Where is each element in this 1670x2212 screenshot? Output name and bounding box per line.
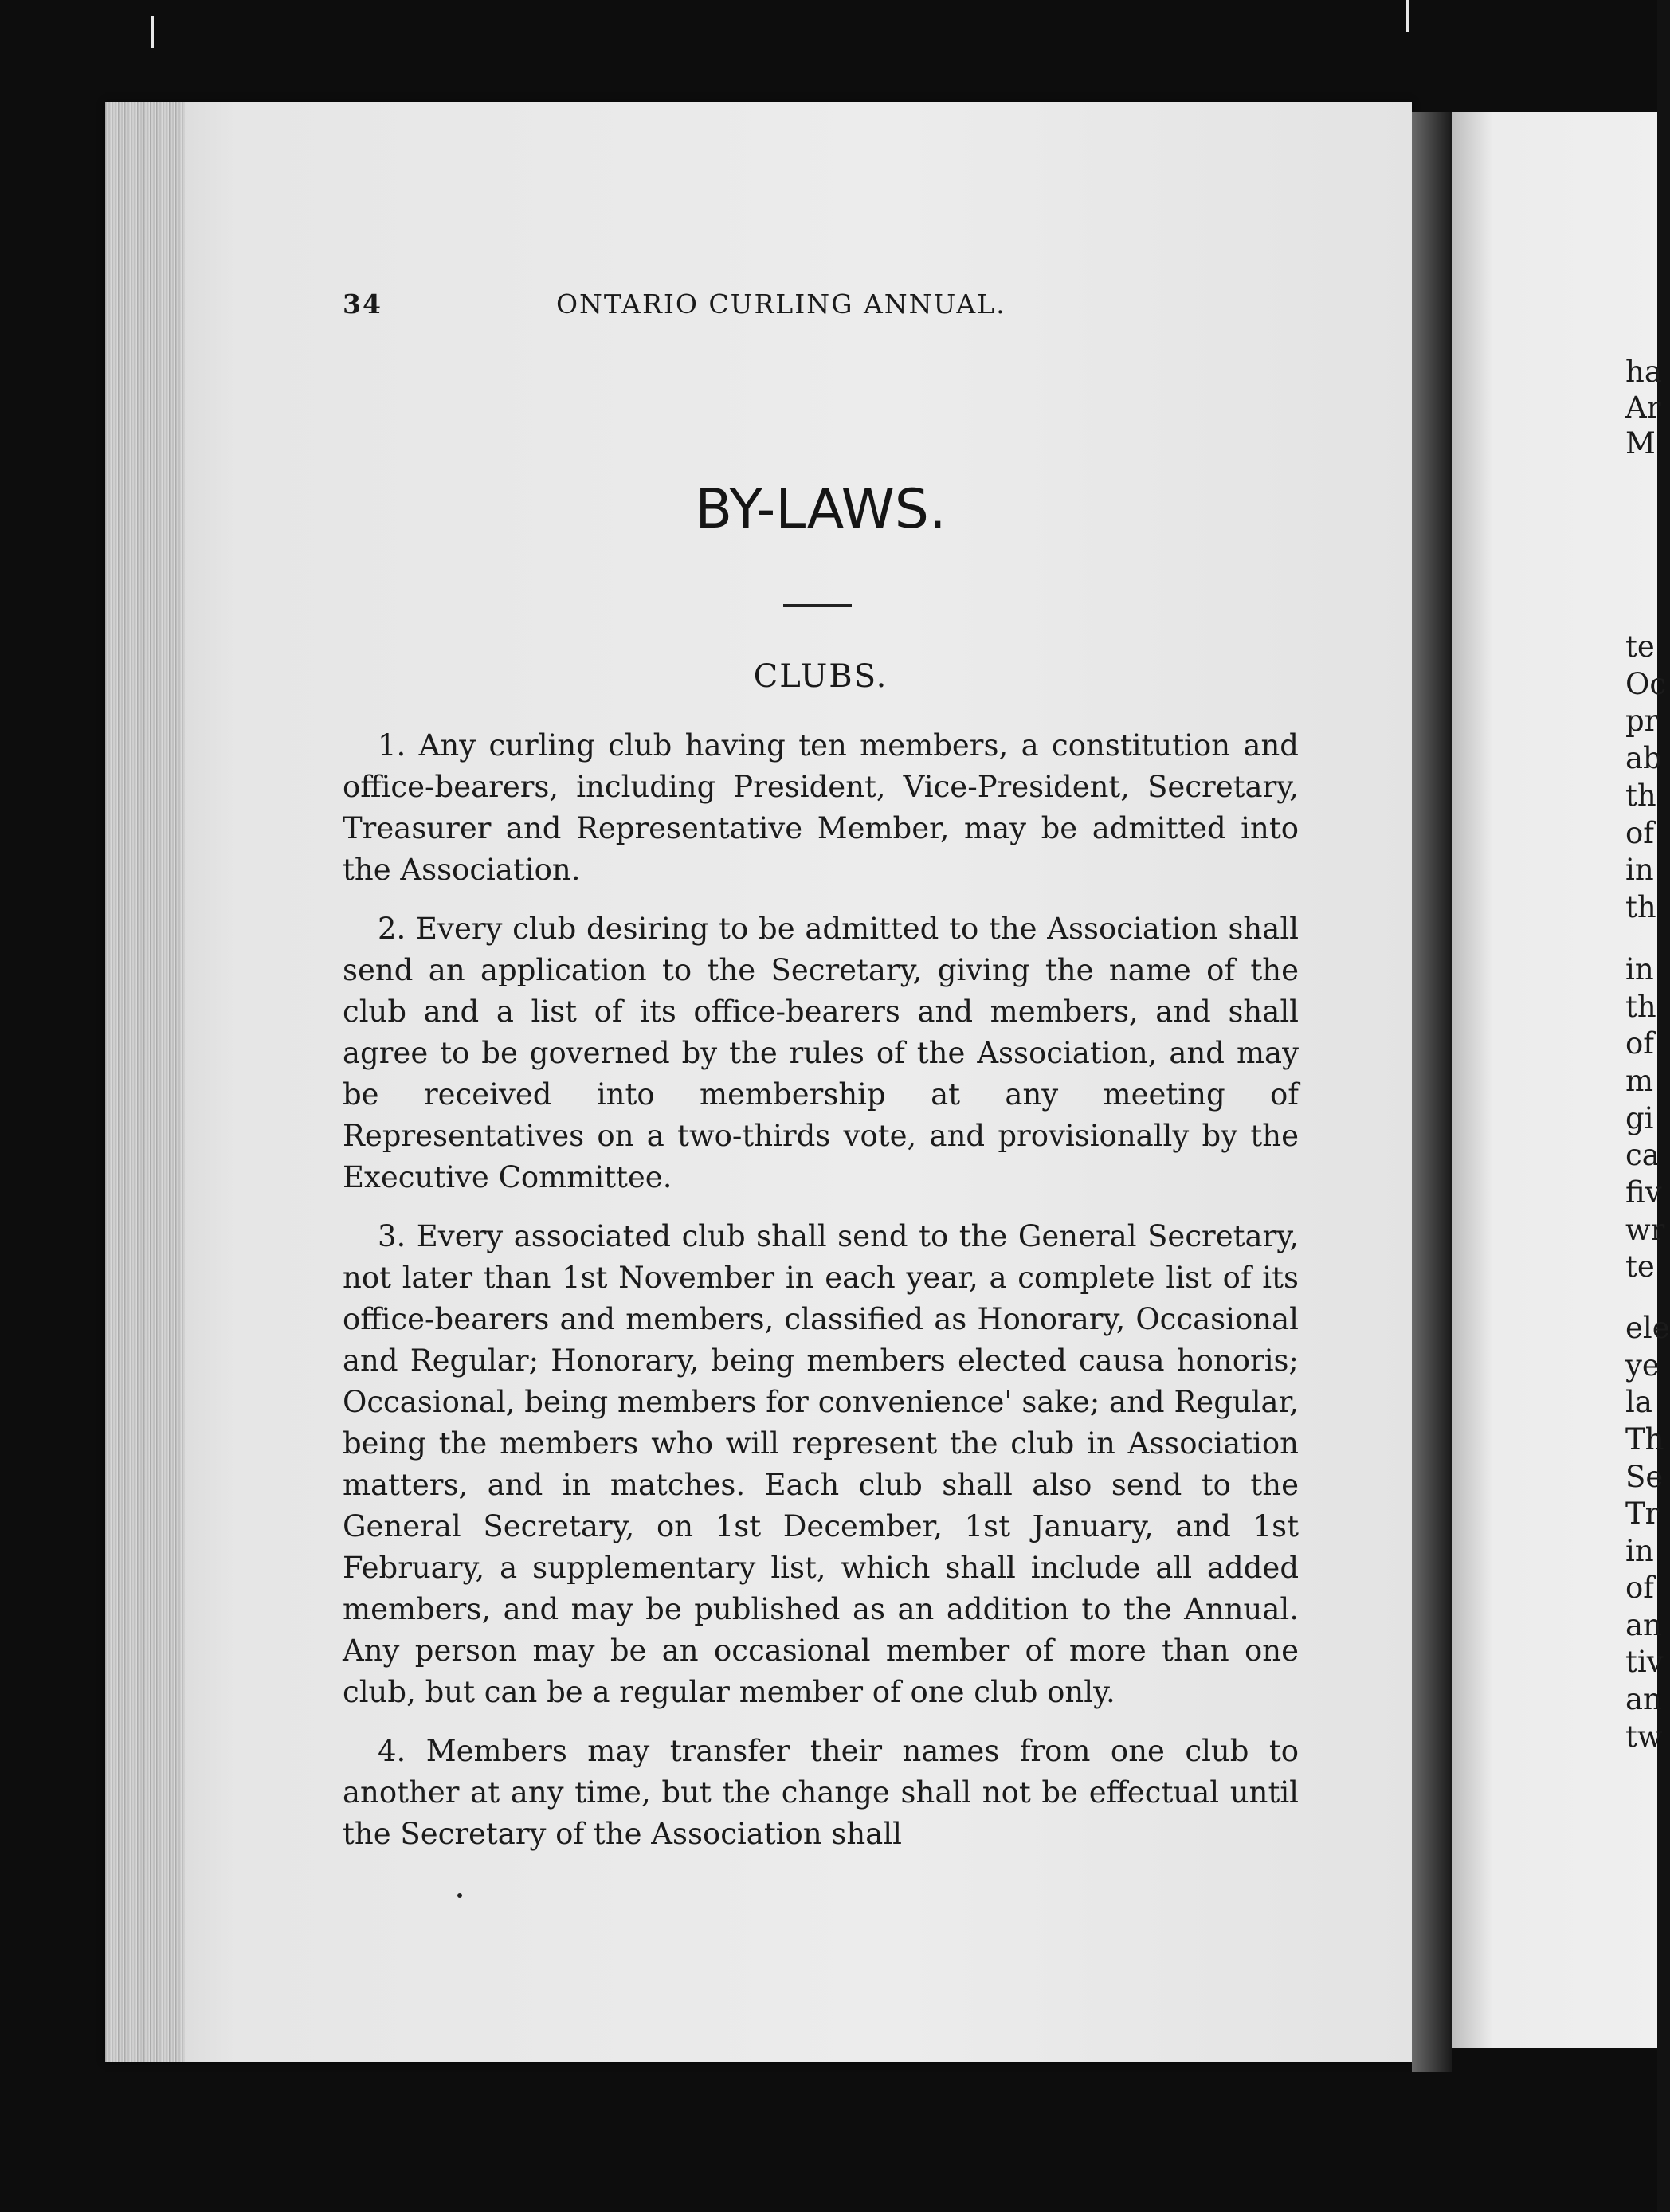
right-page-fragment: of [1625, 1026, 1654, 1061]
page-title: BY-LAWS. [695, 478, 947, 541]
right-page-fragment: tiv [1625, 1645, 1664, 1679]
right-page-fragment: m [1625, 1064, 1654, 1098]
running-title: ONTARIO CURLING ANNUAL. [556, 288, 1006, 320]
bylaw-paragraph: 1. Any curling club having ten members, a constitution and office-bearers, including President, Vice-President, Secretary, Treasurer and Representative Member, may be admitted into the Association. [343, 728, 1299, 887]
section-heading: CLUBS. [753, 658, 888, 695]
bylaw-paragraph: 2. Every club desiring to be admitted to the Association shall send an application to the Secretary, giving the name of the club and a list of its office-bearers and members, and shall agree to be governed by the rules of the Association, and may be received into membership at any meeting of Representatives on a two-thirds vote, and provisionally by the Executive Committee. [343, 912, 1299, 1194]
right-page-fragment: ele [1625, 1311, 1670, 1345]
right-page-fragment: ca [1625, 1138, 1660, 1172]
running-head [343, 288, 1307, 328]
right-page-fragment: Ar [1625, 390, 1661, 425]
crop-mark [151, 16, 154, 48]
right-page-fragment: th [1625, 890, 1656, 924]
right-page-fragment: Oc [1625, 667, 1667, 701]
right-page-fragment: te [1625, 629, 1655, 664]
right-page-fragment: of [1625, 816, 1654, 850]
right-page-fragment: fiv [1625, 1175, 1662, 1210]
right-page-fragment: in [1625, 952, 1654, 986]
right-page-fragment: pr [1625, 704, 1659, 738]
page-number: 34 [343, 288, 382, 320]
right-page-fragment: wr [1625, 1213, 1665, 1247]
right-page-fragment: ab [1625, 741, 1662, 775]
right-page-fragment: ha [1625, 355, 1662, 389]
right-page-fragment: th [1625, 990, 1656, 1024]
book-gutter [1412, 112, 1452, 2072]
right-page-fragment: an [1625, 1682, 1662, 1716]
right-page-fragment: Tr [1625, 1496, 1660, 1531]
right-page-fragment: la [1625, 1385, 1652, 1419]
right-page-fragment: Se [1625, 1460, 1664, 1494]
right-page-fragment: in [1625, 1534, 1654, 1568]
title-rule [783, 604, 852, 607]
body-text [343, 725, 1299, 1873]
right-page-fragment: an [1625, 1608, 1662, 1642]
right-page-fragment: of [1625, 1571, 1654, 1605]
right-page-fragment: ye [1625, 1348, 1660, 1382]
bylaw-paragraph: 3. Every associated club shall send to the General Secretary, not later than 1st November in each year, a complete list of its office-bearers and members, classified as Honorary, Occasional and Regular; Honorary, being members elected causa honoris; Occasional, being members for convenience' sake; and Regular, being the members who will represent the club in Association matters, and in matches. Each club shall also send to the General Secretary, on 1st December, 1st January, and 1st February, a supplementary list, which shall include all added members, and may be published as an addition to the Annual. Any person may be an occasional member of more than one club, but can be a regular member of one club only. [343, 1219, 1299, 1709]
right-page-fragment: M [1625, 426, 1656, 461]
page-edges [105, 102, 185, 2062]
right-page-fragment: gi [1625, 1101, 1654, 1135]
right-page-fragment: th [1625, 779, 1656, 813]
right-page-fragment: tw [1625, 1720, 1663, 1754]
bylaw-paragraph: 4. Members may transfer their names from one club to another at any time, but the change shall not be effectual until the Secretary of the Association shall [343, 1734, 1299, 1851]
right-page-fragment: te [1625, 1249, 1655, 1284]
ink-speck [457, 1893, 462, 1898]
right-page-fragment: in [1625, 853, 1654, 887]
crop-mark [1406, 0, 1409, 32]
right-page-fragment: Th [1625, 1422, 1664, 1457]
